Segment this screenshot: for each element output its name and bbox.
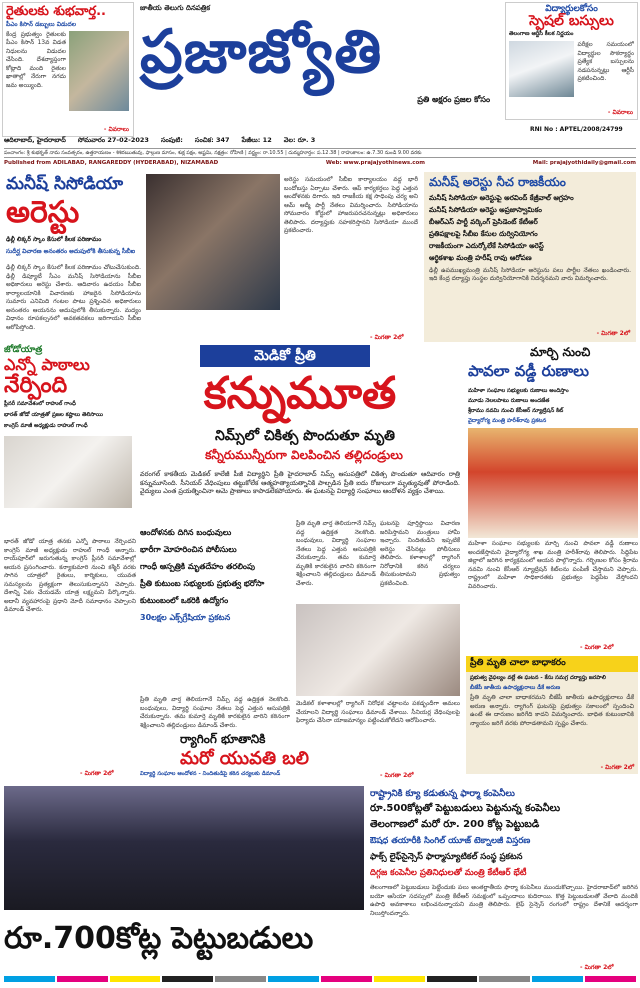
dateline-issue: సంచిక: 347: [194, 136, 230, 144]
bjp-headline: ప్రీతి మృతి చాలా బాధాకరం: [466, 656, 638, 672]
loans-point-1: మహిళా సంఘాల సభ్యులకు రుణాలు అందిస్తాం: [468, 388, 569, 394]
ragging-headline: మరో యువతి బలి: [180, 748, 309, 769]
bus-photo: [509, 41, 574, 97]
publisher-left: Published from ADILABAD, RANGAREDDY (HYDERABAD), NIZAMABAD: [4, 160, 219, 166]
reaction-point-6: ఆర్థికశాఖ మంత్రి హరీష్ రావు ఆరోపణ: [429, 253, 532, 262]
ear-right-subhead: తెలంగాణ ఆర్టీసీ కీలక నిర్ణయం: [509, 31, 574, 38]
reaction-point-4: ప్రతిపక్షాలపై సీబీఐ కేసుల దుర్వినియోగం: [429, 229, 538, 238]
dateline: [4, 135, 636, 147]
preethi-deck-1: నిమ్స్‌లో చికిత్స పొందుతూ మృతి: [214, 428, 396, 444]
ragging-deck: విద్యార్థి సంఘాల ఆందోళన - నిందితుడిపై కఠిన చర్యలకు డిమాండ్: [140, 771, 281, 777]
ragging-body: మెడికల్ కళాశాలల్లో ర్యాగింగ్ నిరోధక చట్టాలను పకడ్బందీగా అమలు చేయాలని విద్యార్థి సంఘాలు డిమాండ్ చేశాయి. సీనియర్ల వేధింపులపై ఫిర్యాదు చేసినా యాజమాన్యం పట్టించుకోలేదని ఆరోపించారు.: [296, 700, 460, 724]
preethi-col3: ఘటనపై పూర్తిస్థాయి విచారణ జరిపిస్తామని మంత్రులు హామీ ఇచ్చారు. నిందితుడిని ఇప్పటికే అరెస్టు చేసినట్లు పోలీసులు తెలిపారు. కళాశాలల్లో ర్యాగింగ్ నిరోధానికి కఠిన చర్యలు తీసుకుంటామని ప్రభుత్వం ప్రకటించింది.: [380, 520, 460, 587]
ear-left: [2, 2, 134, 137]
jodo-body: భారత్ జోడో యాత్ర తనకు ఎన్నో పాఠాలు నేర్పిందని కాంగ్రెస్ మాజీ అధ్యక్షుడు రాహుల్ గాంధీ అన్నారు. రాయ్‌పూర్‌లో జరుగుతున్న కాంగ్రెస్ ప్లీనరీ సమావేశాల్లో ఆయన ప్రసంగించారు. కన్యాకుమారి నుంచి కశ్మీర్ వరకు సాగిన యాత్రలో రైతులు, కార్మికులు, యువత సమస్యలను ప్రత్యక్షంగా తెలుసుకున్నానని చెప్పారు. దేశాన్ని ఏకం చేయడమే యాత్ర లక్ష్యమని పేర్కొన్నారు. అదానీ వ్యవహారంపై ప్రధాని మోదీ సమాధానం చెప్పాలని డిమాండ్ చేశారు.: [4, 538, 136, 613]
reaction-point-5: రాజకీయంగా ఎదుర్కోలేకే సిసోడియా అరెస్ట్: [429, 241, 544, 250]
invest-headline: రూ.700కోట్ల పెట్టుబడులు: [4, 921, 314, 956]
loans-more: - మిగతా 2లో: [580, 644, 614, 651]
rahul-photo: [4, 436, 132, 508]
jodo-point-2: భారత్ జోడో యాత్రతో ప్రజల కష్టాలు తెలిసాయి: [4, 411, 103, 418]
ear-right-body: పరీక్షల సమయంలో విద్యార్థుల సౌకర్యార్థం ప్రత్యేక బస్సులను నడపనున్నట్లు ఆర్టీసీ ప్రకటించింది.: [577, 41, 634, 83]
reaction-point-2: మనీష్ సిసోడియా అరెస్టు అప్రజాస్వామికం: [429, 205, 542, 214]
jodo-kicker: జోడోయాత్ర: [4, 345, 43, 355]
loans-photo: [468, 428, 638, 538]
arrest-photo: [146, 174, 280, 310]
farmer-photo: [69, 31, 129, 111]
jodo-point-1: ప్లీనరీ సమావేశంలో రాహుల్ గాంధీ: [4, 400, 76, 407]
invest-line-5: ఫాక్స్ లైఫ్‌సైన్సెస్ ఫార్మాస్యూటికల్ సంస్థ ప్రకటన: [370, 852, 523, 862]
ear-right-more: - వివరాలు: [607, 109, 633, 116]
reaction-point-3: బీఆర్ఎస్ పార్టీ వర్కింగ్ ప్రెసిడెంట్ కేటీఆర్: [429, 217, 538, 226]
jodo-box: [4, 345, 136, 535]
bjp-deck: ప్రభుత్వ వైఫల్యం వల్లే ఈ ఘటన - కేసు సమగ్ర దర్యాప్తు జరపాలి: [470, 675, 606, 681]
loans-point-2: మూడు నెలలపాటు రుణాలు అందజేత: [468, 398, 550, 404]
dateline-pages: పేజీలు: 12: [241, 136, 272, 144]
masthead: [140, 4, 500, 120]
preethi-point-3: గాంధీ ఆస్పత్రికి మృతదేహం తరలింపు: [140, 562, 255, 571]
ragging-more: - మిగతా 2లో: [380, 772, 414, 779]
arrest-body-right: అరెస్టు సమయంలో సీబీఐ కార్యాలయం వద్ద భారీ బందోబస్తు ఏర్పాటు చేశారు. ఆప్ కార్యకర్తలు పెద్ద ఎత్తున ఆందోళనకు దిగారు. ఇది రాజకీయ కక్ష సాధింపు చర్య అని ఆమ్ ఆద్మీ పార్టీ నేతలు విమర్శించారు. సిసోడియాను సోమవారం కోర్టులో హాజరుపరచనున్నట్లు అధికారులు తెలిపారు. దర్యాప్తుకు సహకరిస్తానని సిసోడియా ముందే ప్రకటించారు.: [284, 176, 418, 234]
dateline-date: సోమవారం 27-02-2023: [77, 136, 149, 144]
reaction-more: - మిగతా 2లో: [596, 330, 630, 337]
preethi-point-4: ప్రీతి కుటుంబ సభ్యులకు ప్రభుత్వ భరోసా: [140, 579, 265, 588]
preethi-point-1: ఆందోళనకు దిగిన బంధువులు: [140, 528, 232, 537]
ragging-kicker: ర్యాగింగ్ భూతానికి: [180, 732, 266, 746]
preethi-point-5: కుటుంబంలో ఒకరికి ఉద్యోగం: [140, 596, 229, 605]
preethi-photo: [296, 604, 460, 696]
reaction-point-1: మనీష్ సిసోడియా అరెస్టుపై అరవింద్ కేజ్రీవాల్ ఆగ్రహం: [429, 193, 574, 202]
masthead-title: ప్రజాజ్యోతి: [140, 17, 383, 87]
arrest-name: మనీష్ సిసోడియా: [6, 174, 124, 194]
ear-right: [505, 2, 638, 120]
publisher-strip: [4, 160, 636, 170]
arrest-deck-2: సుదీర్ఘ విచారణ అనంతరం అదుపులోకి తీసుకున్న సీబీఐ: [6, 248, 136, 255]
ear-right-headline-2: స్పెషల్ బస్సులు: [529, 13, 614, 30]
invest-line-1: రాష్ట్రానికి క్యూ కడుతున్న ఫార్మా కంపెనీలు: [370, 789, 515, 799]
masthead-tagline: జాతీయ తెలుగు దినపత్రిక: [140, 4, 210, 12]
ear-left-subhead: పీఎం కిసాన్ డబ్బులు విడుదల: [6, 20, 76, 28]
bjp-box: [466, 656, 638, 774]
reaction-box: [424, 172, 636, 342]
jodo-more: - మిగతా 2లో: [80, 770, 114, 777]
arrest-word: అరెస్టు: [6, 195, 80, 230]
ear-right-headline-1: విద్యార్థులకోసం: [545, 4, 598, 14]
reaction-headline: మనీష్ అరెస్టు నీచ రాజకీయం: [429, 175, 566, 189]
bjp-body: ప్రీతి మృతి చాలా బాధాకరమని బీజేపీ జాతీయ ఉపాధ్యక్షురాలు డీకే అరుణ అన్నారు. ర్యాగింగ్ ఘటనపై ప్రభుత్వం సకాలంలో స్పందించి ఉంటే ఈ దారుణం జరిగేది కాదని విమర్శించారు. బాధిత కుటుంబానికి న్యాయం జరిగే వరకు పోరాడతామని స్పష్టం చేశారు.: [470, 694, 634, 727]
invest-line-2: రూ.500కోట్లతో పెట్టుబడులు పెట్టనున్న కంపెనీలు: [370, 803, 561, 814]
ear-left-more: - వివరాలు: [103, 126, 129, 133]
arrest-more: - మిగతా 2లో: [370, 334, 404, 341]
arrest-body-left: ఢిల్లీ లిక్కర్ స్కాం కేసులో కీలక పరిణామం చోటుచేసుకుంది. ఢిల్లీ డిప్యూటీ సీఎం మనీష్ సిసోడియాను సీబీఐ అధికారులు అరెస్టు చేశారు. ఆదివారం ఉదయం సీబీఐ కార్యాలయానికి విచారణకు హాజరైన సిసోడియాను సుమారు ఎనిమిది గంటల పాటు ప్రశ్నించిన అధికారులు అనంతరం ఆయనను అదుపులోకి తీసుకున్నారు. మద్యం విధానం రూపకల్పనలో అవకతవకలు జరిగాయని సీబీఐ ఆరోపిస్తోంది.: [6, 264, 141, 331]
loans-point-4: వైద్యారోగ్య మంత్రి హరీశ్‌రావు ప్రకటన: [468, 418, 547, 424]
preethi-point-6: 30లక్షల ఎక్స్‌గ్రేషియా ప్రకటన: [140, 613, 231, 622]
dateline-price: వెల: రూ. 3: [283, 136, 316, 144]
loans-points: [468, 386, 638, 426]
preethi-col2: ప్రీతి మృతి వార్త తెలియగానే నిమ్స్ వద్ద ఉద్రిక్తత నెలకొంది. బంధువులు, విద్యార్థి సంఘాల నేతలు పెద్ద ఎత్తున ఆసుపత్రికి చేరుకున్నారు. తమ కుమార్తె మృతికి కారకులైన వారిని కఠినంగా శిక్షించాలని తల్లిదండ్రులు డిమాండ్ చేశారు.: [296, 520, 376, 587]
publisher-web: Web: www.prajajyothinews.com: [325, 160, 426, 166]
colour-strip: [4, 976, 636, 982]
bjp-sub: బీజేపీ జాతీయ ఉపాధ్యక్షురాలు డీకే అరుణ: [470, 685, 561, 691]
invest-line-6: దిగ్గజ కంపెనీల ప్రతినిధులతో మంత్రి కేటీఆర్ భేటీ: [370, 868, 527, 878]
jodo-point-3: కాంగ్రెస్ మాజీ అధ్యక్షుడు రాహుల్ గాంధీ: [4, 422, 88, 429]
jodo-title-2: నేర్పింది: [4, 372, 68, 398]
dateline-place: ఆదిలాబాద్, హైదరాబాద్: [4, 136, 66, 144]
invest-line-4: ఔషధ తయారీకి సింగిల్ యూజ్ టెక్నాలజీ విస్తరణ: [370, 836, 531, 846]
ear-left-headline: రైతులకు శుభవార్త..: [6, 4, 106, 19]
loans-point-3: శ్రీరాము నవమి నుంచి కేసీఆర్ న్యూట్రిషన్ కిట్: [468, 408, 564, 414]
panchangam: పంచాంగం: శ్రీ శుభకృత్ నామ సంవత్సరం, ఉత్తరాయణం - శిశిరఋతువు, ఫాల్గుణ మాసం, శుక్ల పక్షం, అష్టమి, నక్షత్రం: రోహిణి | వర్జ్యం: రా.10.55 | దుర్ముహూర్తం: ప.12.38 | రాహుకాలం: ఉ.7.30 నుండి 9.00 వరకు: [4, 148, 636, 158]
loans-headline: పావలా వడ్డీ రుణాలు: [468, 362, 589, 380]
bjp-more: - మిగతా 2లో: [600, 764, 634, 771]
jodo-title-1: ఎన్నో పాఠాలు: [4, 355, 90, 374]
dateline-volume: సంపుటి:: [160, 136, 183, 144]
masthead-motto: ప్రతి అక్షరం ప్రజల కోసం: [417, 95, 490, 104]
arrest-deck-1: ఢిల్లీ లిక్కర్ స్కాం కేసులో కీలక పరిణామం: [6, 236, 102, 243]
preethi-lead: వరంగల్ కాకతీయ మెడికల్ కాలేజీ పీజీ విద్యార్థిని ప్రీతి హైదరాబాద్ నిమ్స్ ఆసుపత్రిలో చికిత్స పొందుతూ ఆదివారం రాత్రి కన్నుమూసింది. సీనియర్ వేధింపులు తట్టుకోలేక ఆత్మహత్యాయత్నానికి పాల్పడిన ప్రీతి ఐదు రోజులుగా మృత్యువుతో పోరాడింది. వైద్యులు ఎంత ప్రయత్నించినా ఆమె ప్రాణాలు కాపాడలేకపోయారు. ఈ ఘటనపై విద్యార్థి సంఘాలు ఆందోళన వ్యక్తం చేశాయి.: [140, 470, 460, 495]
ear-left-body: కేంద్ర ప్రభుత్వం రైతులకు పీఎం కిసాన్ 13వ విడత నిధులను విడుదల చేసింది. దేశవ్యాప్తంగా కోట్లాది మంది రైతుల ఖాతాల్లో నేరుగా నగదు జమ అయ్యింది.: [6, 30, 66, 89]
invest-photo: [4, 786, 364, 910]
preethi-col1: [140, 524, 290, 694]
preethi-point-2: భారీగా మోహరించిన పోలీసులు: [140, 545, 237, 554]
invest-more: - మిగతా 2లో: [580, 964, 614, 971]
invest-body: తెలంగాణలో పెట్టుబడులు పెట్టేందుకు పలు అంతర్జాతీయ ఫార్మా కంపెనీలు ముందుకొచ్చాయి. హైదరాబాద్‌లో జరిగిన బయో ఆసియా సదస్సులో మంత్రి కేటీఆర్ సమక్షంలో ఒప్పందాలు కుదిరాయి. కొత్త పెట్టుబడులతో వేలాది మందికి ఉపాధి అవకాశాలు లభించనున్నాయని మంత్రి తెలిపారు. లైఫ్ సైన్సెస్ రంగంలో రాష్ట్రం దేశానికే ఆదర్శంగా నిలుస్తోందన్నారు.: [370, 884, 638, 917]
preethi-deck-2: కన్నీరుమున్నీరుగా విలపించిన తల్లిదండ్రులు: [205, 448, 403, 462]
preethi-headline: కన్నుమూత: [203, 368, 397, 419]
rni-number: RNI No : APTEL/2008/24799: [530, 126, 623, 133]
preethi-kicker: మెడికో ప్రీతి: [200, 345, 370, 367]
invest-line-3: తెలంగాణలో మరో రూ. 200 కోట్ల పెట్టుబడి: [370, 819, 540, 830]
loans-body: మహిళా సంఘాల సభ్యులకు మార్చి నుంచి పావలా వడ్డీ రుణాలు అందజేస్తామని వైద్యారోగ్య శాఖ మంత్రి హరీశ్‌రావు తెలిపారు. సిద్దిపేట జిల్లాలో జరిగిన కార్యక్రమంలో ఆయన పాల్గొన్నారు. గర్భిణుల కోసం శ్రీరామ నవమి నుంచి కేసీఆర్ న్యూట్రిషన్ కిట్‌లను పంపిణీ చేస్తామని చెప్పారు. రాష్ట్రంలో మహిళా సాధికారతకు ప్రభుత్వం పెద్దపీట వేస్తోందని వివరించారు.: [468, 540, 638, 590]
publisher-mail: Mail: prajajyothidaily@gmail.com: [532, 160, 636, 166]
loans-kicker: మార్చి నుంచి: [530, 345, 591, 359]
reaction-body: ఢిల్లీ ఉపముఖ్యమంత్రి మనీష్ సిసోడియా అరెస్టును పలు పార్టీల నేతలు ఖండించారు. ఇది కేంద్ర దర్యాప్తు సంస్థల దుర్వినియోగానికి నిదర్శనమని వారు విమర్శించారు.: [429, 266, 631, 283]
preethi-body-lower: ప్రీతి మృతి వార్త తెలియగానే నిమ్స్ వద్ద ఉద్రిక్తత నెలకొంది. బంధువులు, విద్యార్థి సంఘాల నేతలు పెద్ద ఎత్తున ఆసుపత్రికి చేరుకున్నారు. తమ కుమార్తె మృతికి కారకులైన వారిని కఠినంగా శిక్షించాలని తల్లిదండ్రులు డిమాండ్ చేశారు.: [140, 696, 290, 729]
